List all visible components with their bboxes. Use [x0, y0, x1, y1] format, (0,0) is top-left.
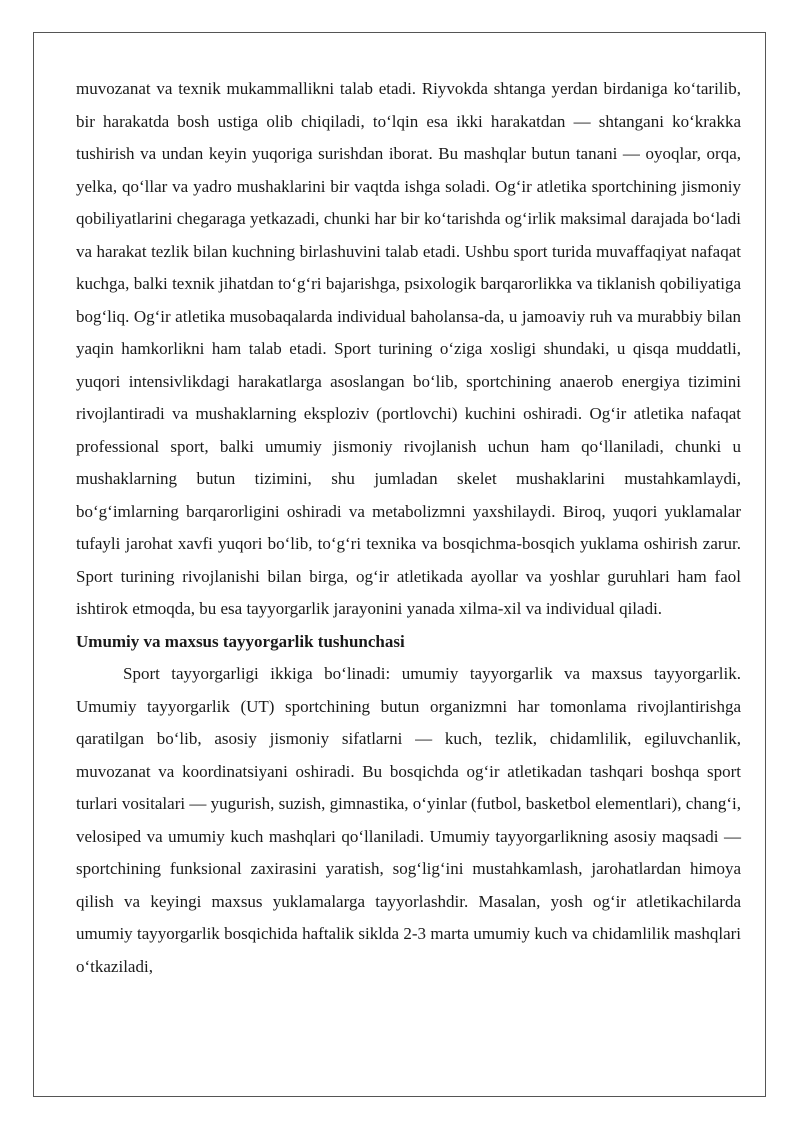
document-body	[76, 73, 741, 983]
section-heading: Umumiy va maxsus tayyorgarlik tushunchasi	[76, 631, 405, 651]
body-paragraph: muvozanat va texnik mukammallikni talab etadi. Riyvokda shtanga yerdan birdaniga ko‘tarilib, bir harakatda bosh ustiga olib chiqiladi, to‘lqin esa ikki harakatdan — shtangani ko‘krakka tushirish va undan keyin yuqoriga surishdan iborat. Bu mashqlar butun tanani — oyoqlar, orqa, yelka, qo‘llar va yadro mushaklarini bir vaqtda ishga soladi. Og‘ir atletika sportchining jismoniy qobiliyatlarini chegaraga yetkazadi, chunki har bir ko‘tarishda og‘irlik maksimal darajada bo‘ladi va harakat tezlik bilan kuchning birlashuvini talab etadi. Ushbu sport turida muvaffaqiyat nafaqat kuchga, balki texnik jihatdan to‘g‘ri bajarishga, psixologik barqarorlikka va tiklanish qobiliyatiga bog‘liq. Og‘ir atletika musobaqalarda individual baholansa-da, u jamoaviy ruh va murabbiy bilan yaqin hamkorlikni ham talab etadi. Sport turining o‘ziga xosligi shundaki, u qisqa muddatli, yuqori intensivlikdagi harakatlarga asoslangan bo‘lib, sportchining anaerob energiya tizimini rivojlantiradi va mushaklarning eksploziv (portlovchi) kuchini oshiradi. Og‘ir atletika nafaqat professional sport, balki umumiy jismoniy rivojlanish uchun ham qo‘llaniladi, chunki u mushaklarning butun tizimini, shu jumladan skelet mushaklarini mustahkamlaydi, bo‘g‘imlarning barqarorligini oshiradi va metabolizmni yaxshilaydi. Biroq, yuqori yuklamalar tufayli jarohat xavfi yuqori bo‘lib, to‘g‘ri texnika va bosqichma-bosqich yuklama oshirish zarur. Sport turining rivojlanishi bilan birga, og‘ir atletikada ayollar va yoshlar guruhlari ham faol ishtirok etmoqda, bu esa tayyorgarlik jarayonini yanada xilma-xil va individual qiladi.	[76, 79, 741, 618]
body-paragraph: Sport tayyorgarligi ikkiga bo‘linadi: umumiy tayyorgarlik va maxsus tayyorgarlik. Umumiy tayyorgarlik (UT) sportchining butun organizmni har tomonlama rivojlantirishga qaratilgan bo‘lib, asosiy jismoniy sifatlarni — kuch, tezlik, chidamlilik, egiluvchanlik, muvozanat va koordinatsiyani oshiradi. Bu bosqichda og‘ir atletikadan tashqari boshqa sport turlari vositalari — yugurish, suzish, gimnastika, o‘yinlar (futbol, basketbol elementlari), chang‘i, velosiped va umumiy kuch mashqlari qo‘llaniladi. Umumiy tayyorgarlikning asosiy maqsadi — sportchining funksional zaxirasini yaratish, sog‘lig‘ini mustahkamlash, jarohatlardan himoya qilish va keyingi maxsus yuklamalarga tayyorlashdir. Masalan, yosh og‘ir atletikachilarda umumiy tayyorgarlik bosqichida haftalik siklda 2-3 marta umumiy kuch va chidamlilik mashqlari o‘tkaziladi,	[76, 664, 741, 976]
